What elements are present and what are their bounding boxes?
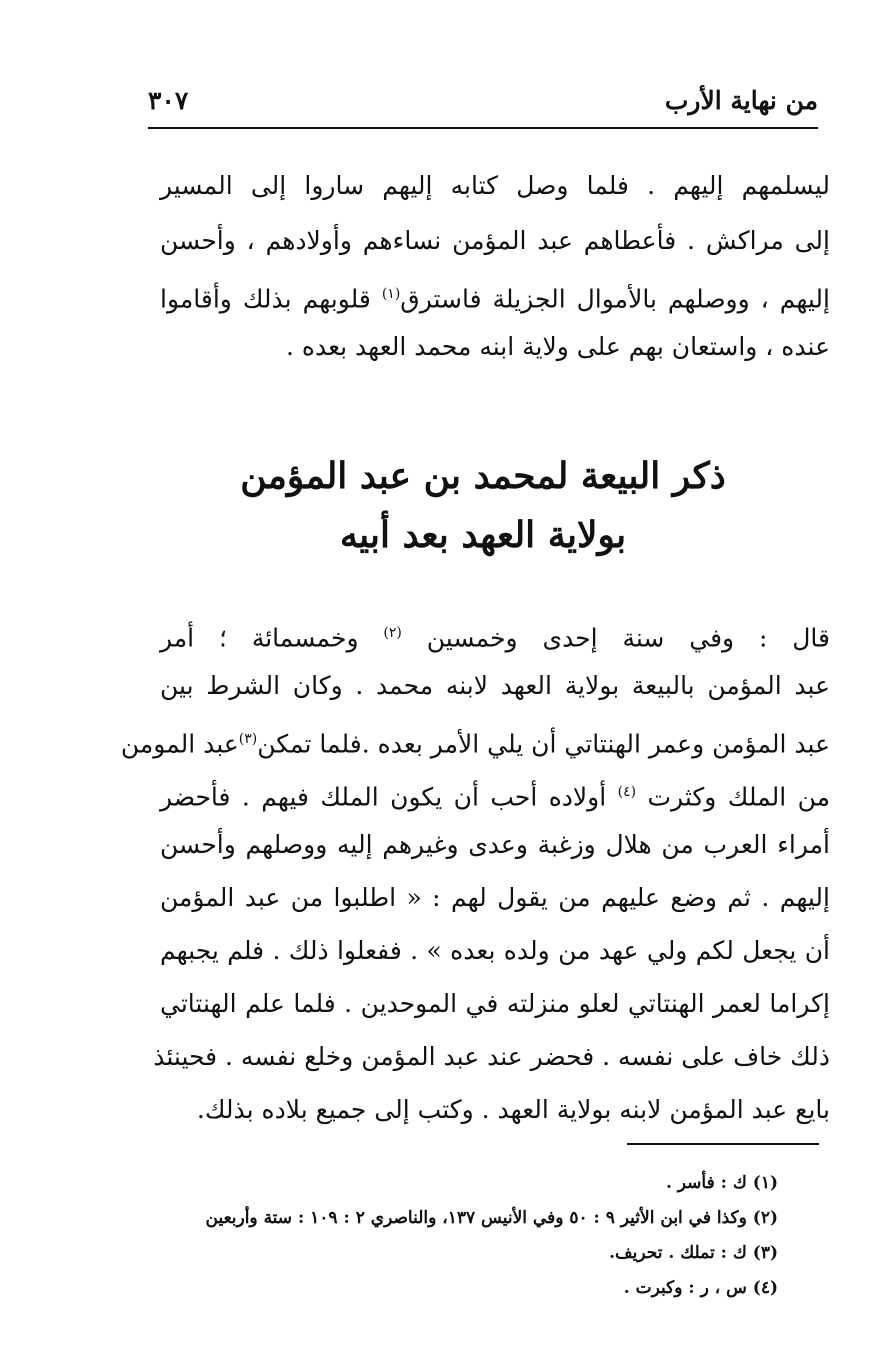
text-line bbox=[120, 711, 830, 767]
footnote: (٣) ك : تملك . تحريف. bbox=[609, 1243, 778, 1263]
text-segment: من الملك وكثرت bbox=[647, 782, 830, 812]
footnote-mark: (٢) bbox=[383, 625, 402, 641]
text-segment: أولاده أحب أن يكون الملك فيهم . فأحضر bbox=[160, 782, 607, 812]
text-line: أمراء العرب من هلال وزغبة وعدى وغيرهم إليه ووصلهم وأحسن bbox=[160, 830, 830, 859]
text-line: عنده ، واستعان بهم على ولاية ابنه محمد العهد بعده . bbox=[285, 332, 830, 361]
text-line bbox=[160, 764, 830, 820]
text-line: عبد المؤمن بالبيعة بولاية العهد لابنه محمد . وكان الشرط بين bbox=[160, 671, 830, 700]
text-segment: قال : وفي سنة إحدى وخمسين bbox=[426, 623, 830, 653]
footnote-mark: (١) bbox=[381, 286, 401, 302]
text-line: أن يجعل لكم ولي عهد من ولده بعده » . ففعلوا ذلك . فلم يجبهم bbox=[160, 936, 830, 965]
text-line: ليسلمهم إليهم . فلما وصل كتابه إليهم ساروا إلى المسير bbox=[160, 171, 830, 200]
text-segment: وخمسمائة ؛ أمر bbox=[160, 623, 359, 653]
text-line: إلى مراكش . فأعطاهم عبد المؤمن نساءهم وأولادهم ، وأحسن bbox=[160, 226, 830, 255]
footnote: (١) ك : فأسر . bbox=[665, 1173, 778, 1193]
footnote: (٤) س ، ر : وكبرت . bbox=[623, 1278, 778, 1298]
text-segment: عبد المؤمن وعمر الهنتاتي أن يلي الأمر بعده .فلما تمكن bbox=[257, 729, 830, 759]
footnote: (٢) وكذا في ابن الأثير ٩ : ٥٠ وفي الأنيس ١٣٧، والناصري ٢ : ١٠٩ : ستة وأربعين bbox=[205, 1208, 778, 1228]
section-heading-line2: بولاية العهد بعد أبيه bbox=[339, 514, 627, 556]
page-number: ٣٠٧ bbox=[148, 85, 189, 115]
text-line bbox=[160, 605, 830, 661]
text-segment: إليهم ، ووصلهم بالأموال الجزيلة فاسترق bbox=[400, 284, 830, 314]
text-segment: قلوبهم بذلك وأقاموا bbox=[160, 284, 371, 314]
text-line: ذلك خاف على نفسه . فحضر عند عبد المؤمن وخلع نفسه . فحينئذ bbox=[153, 1042, 830, 1071]
header-rule bbox=[148, 127, 818, 129]
text-line: إكراما لعمر الهنتاتي لعلو منزلته في الموحدين . فلما علم الهنتاتي bbox=[160, 989, 830, 1018]
running-title: من نهاية الأرب bbox=[664, 85, 818, 115]
text-segment: عبد المومن bbox=[120, 729, 239, 759]
running-header bbox=[148, 78, 818, 122]
footnote-mark: (٤) bbox=[617, 784, 637, 800]
section-heading-line1: ذكر البيعة لمحمد بن عبد المؤمن bbox=[240, 455, 726, 497]
text-line: إليهم . ثم وضع عليهم من يقول لهم : « اطلبوا من عبد المؤمن bbox=[160, 883, 830, 912]
text-line bbox=[160, 266, 830, 322]
text-line: بايع عبد المؤمن لابنه بولاية العهد . وكتب إلى جميع بلاده بذلك. bbox=[196, 1095, 830, 1124]
footnote-rule bbox=[627, 1143, 819, 1145]
footnote-mark: (٣) bbox=[238, 731, 258, 747]
